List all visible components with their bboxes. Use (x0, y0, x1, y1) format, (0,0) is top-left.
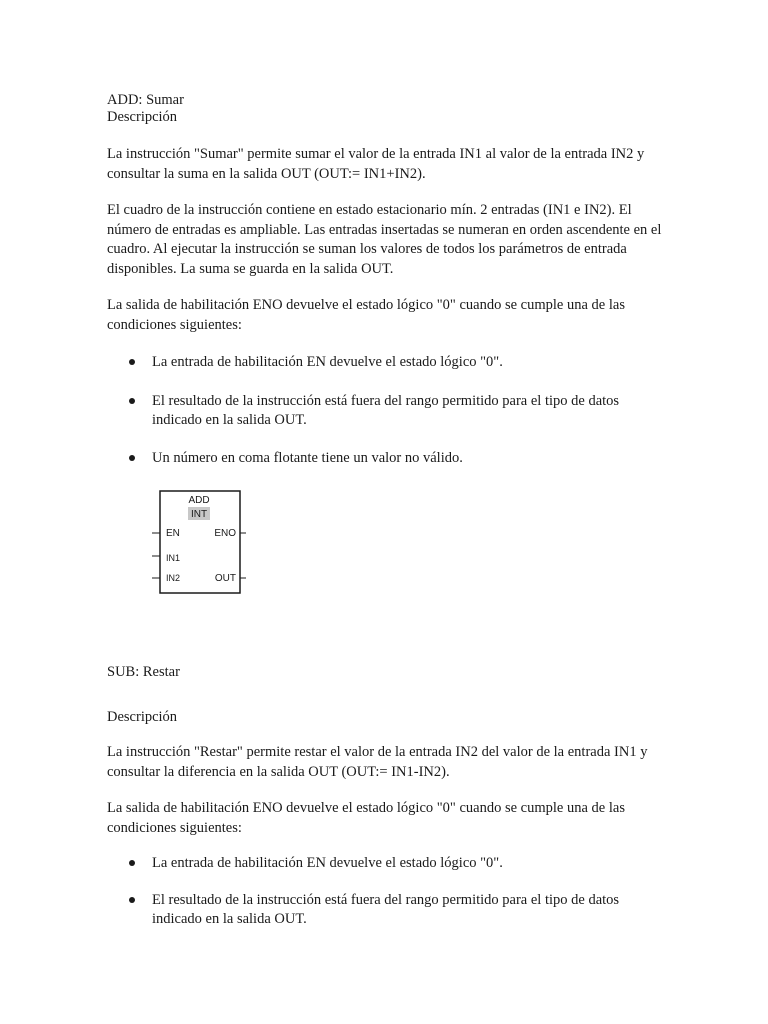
list-item (107, 891, 667, 930)
add-bullet-list (107, 353, 667, 468)
list-item (107, 854, 667, 874)
box-type: INT (190, 509, 208, 520)
list-item (107, 392, 667, 431)
bullet-icon (129, 359, 135, 365)
list-item-text: El resultado de la instrucción está fuera del rango permitido para el tipo de datos indicado en la salida OUT. (152, 891, 620, 927)
sub-paragraph-2: La salida de habilitación ENO devuelve el estado lógico "0" cuando se cumple una de las condiciones siguientes: (107, 800, 625, 836)
sub-section (107, 664, 667, 930)
sub-heading: SUB: Restar (107, 664, 180, 680)
add-paragraph-2: El cuadro de la instrucción contiene en estado estacionario mín. 2 entradas (IN1 e IN2). El número de entradas es ampliable. Las entradas insertadas se numeran en orden ascendente en el cuadro. Al ejecutar la instrucción se suman los valores de todos los parámetros de entrada disponibles. La suma se guarda en la salida OUT. (107, 202, 662, 277)
eno-label: ENO (214, 528, 236, 539)
in1-label: IN1 (166, 553, 181, 563)
add-heading: ADD: Sumar (107, 92, 184, 108)
add-paragraph-3: La salida de habilitación ENO devuelve el estado lógico "0" cuando se cumple una de las condiciones siguientes: (107, 297, 625, 333)
out-label: OUT (214, 573, 236, 584)
list-item-text: Un número en coma flotante tiene un valor no válido. (152, 449, 463, 466)
box-title: ADD (188, 495, 210, 506)
add-instruction-box (148, 488, 248, 596)
bullet-icon (129, 897, 135, 903)
sub-paragraph-1: La instrucción "Restar" permite restar el valor de la entrada IN2 del valor de la entrada IN1 y consultar la diferencia en la salida OUT (OUT:= IN1-IN2). (107, 744, 648, 780)
add-description-heading: Descripción (107, 109, 178, 125)
list-item-text: La entrada de habilitación EN devuelve el estado lógico "0". (152, 855, 503, 871)
bullet-icon (129, 455, 135, 461)
bullet-icon (129, 860, 135, 866)
in2-label: IN2 (166, 573, 181, 583)
add-paragraph-1: La instrucción "Sumar" permite sumar el valor de la entrada IN1 al valor de la entrada IN2 y consultar la suma en la salida OUT (OUT:= IN1+IN2). (107, 146, 645, 182)
list-item-text: El resultado de la instrucción está fuera del rango permitido para el tipo de datos indicado en la salida OUT. (152, 392, 620, 428)
list-item-text: La entrada de habilitación EN devuelve el estado lógico "0". (152, 354, 503, 370)
bullet-icon (129, 398, 135, 404)
sub-description-heading: Descripción (107, 709, 178, 725)
sub-bullet-list (107, 854, 667, 930)
list-item (107, 353, 667, 373)
list-item (107, 449, 667, 469)
add-section (107, 92, 667, 468)
en-label: EN (166, 528, 180, 539)
